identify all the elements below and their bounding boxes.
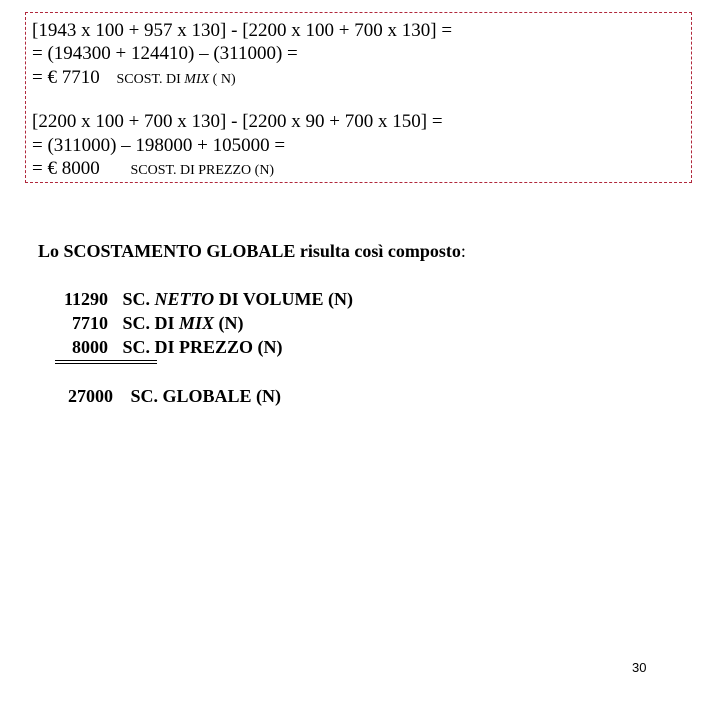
summary-row-mix <box>55 312 244 334</box>
summary-row-value: 7710 <box>72 313 108 333</box>
summary-heading <box>38 240 466 262</box>
mix-label-part-a: SCOST. DI <box>116 72 185 87</box>
summary-total-value: 27000 <box>68 386 113 406</box>
mix-variance-value: = € 7710 <box>32 67 100 88</box>
summary-row-label <box>123 337 283 357</box>
summary-heading-text: Lo SCOSTAMENTO GLOBALE risulta così composto <box>38 241 461 261</box>
mix-calc-line-1: [1943 x 100 + 957 x 130] - [2200 x 100 + 700 x 130] = <box>32 20 453 41</box>
summary-row-label-emphasis: NETTO <box>154 289 215 309</box>
summary-total <box>60 385 281 407</box>
summary-row-label <box>123 289 354 309</box>
mix-label-emphasis: MIX <box>184 72 210 87</box>
mix-calc-line-3 <box>32 67 236 91</box>
summary-row-volume <box>55 288 353 310</box>
price-calc-line-2: = (311000) – 198000 + 105000 = <box>32 135 286 156</box>
summary-total-label: SC. GLOBALE (N) <box>130 386 282 406</box>
summary-row-label-emphasis: MIX <box>179 313 215 333</box>
summary-row-label-part-a: SC. DI <box>122 313 180 333</box>
summary-row-label-part-b: DI VOLUME (N) <box>214 289 353 309</box>
page-number: 30 <box>632 660 647 675</box>
summary-row-price <box>55 336 283 358</box>
price-calc-line-1: [2200 x 100 + 700 x 130] - [2200 x 90 + 700 x 150] = <box>32 111 443 132</box>
price-variance-value: = € 8000 <box>32 158 100 179</box>
summary-heading-colon: : <box>460 241 466 261</box>
summary-row-value: 8000 <box>72 337 108 357</box>
total-double-underline <box>55 360 157 364</box>
summary-row-label-part-a: SC. DI PREZZO (N) <box>122 337 283 357</box>
price-variance-label: SCOST. DI PREZZO (N) <box>130 163 275 178</box>
summary-row-value: 11290 <box>63 289 108 309</box>
summary-row-label <box>123 313 244 333</box>
mix-label-part-b: ( N) <box>209 72 236 87</box>
summary-row-label-part-b: (N) <box>214 313 244 333</box>
summary-row-label-part-a: SC. <box>122 289 155 309</box>
mix-variance-label <box>116 72 235 87</box>
price-calc-line-3 <box>32 158 274 182</box>
mix-calc-line-2: = (194300 + 124410) – (311000) = <box>32 43 298 64</box>
